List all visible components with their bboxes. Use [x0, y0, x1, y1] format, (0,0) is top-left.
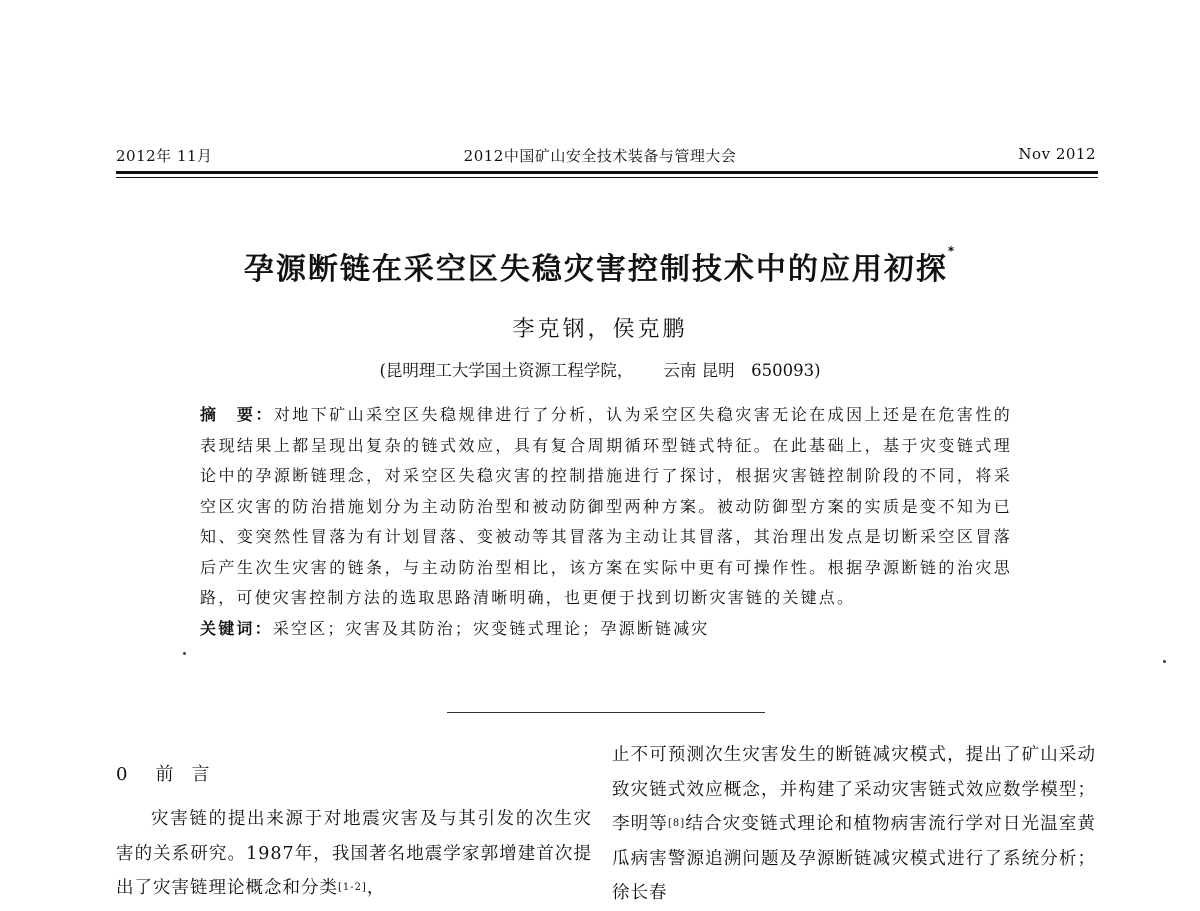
header-date-en: Nov 2012	[1018, 145, 1096, 163]
body-column-left	[116, 802, 592, 906]
body-column-right	[612, 738, 1096, 911]
paper-affiliation	[0, 357, 1200, 381]
abstract-text: 对地下矿山采空区失稳规律进行了分析，认为采空区失稳灾害无论在成因上还是在危害性的表现结果上都呈现出复杂的链式效应，具有复合周期循环型链式特征。在此基础上，基于灾变链式理论中的孕源断链理念，对采空区失稳灾害的控制措施进行了探讨，根据灾害链控制阶段的不同，将采空区灾害的防治措施划分为主动防治型和被动防御型两种方案。被动防御型方案的实质是变不知为已知、变突然性冒落为有计划冒落、变被动等其冒落为主动让其冒落，其治理出发点是切断采空区冒落后产生次生灾害的链条，与主动防治型相比，该方案在实际中更有可操作性。根据孕源断链的治灾思路，可使灾害控制方法的选取思路清晰明确，也更便于找到切断灾害链的关键点。	[200, 405, 1012, 607]
citation: [1-2]	[338, 882, 367, 893]
section-heading	[116, 760, 227, 786]
header-date: 2012年 11月	[116, 147, 213, 165]
section-number: 0	[116, 764, 132, 785]
keywords-label: 关键词：	[200, 618, 273, 638]
header-rule-thick	[116, 171, 1098, 174]
paragraph-text: ，	[366, 878, 386, 898]
citation: [8]	[668, 818, 686, 829]
affiliation-location: 云南 昆明 650093)	[663, 361, 821, 380]
abstract-separator	[447, 712, 765, 713]
keywords	[200, 614, 1012, 645]
paper-title-text: 孕源断链在采空区失稳灾害控制技术中的应用初探	[243, 252, 948, 287]
paragraph	[116, 802, 592, 906]
paragraph-text: 止不可预测次生灾害发生的断链减灾模式，提出了矿山采动致灾链式效应概念，并构建了采动灾害链式效应数学模型；李明等	[612, 745, 1096, 834]
affiliation-institution: (昆明理工大学国土资源工程学院，	[379, 361, 634, 380]
paper-title	[0, 244, 1200, 288]
paragraph	[612, 738, 1096, 911]
scan-speck	[1163, 660, 1166, 663]
abstract	[200, 400, 1012, 614]
keywords-text: 采空区；灾害及其防治；灾变链式理论；孕源断链减灾	[272, 618, 710, 638]
paragraph-text: 结合灾变链式理论和植物病害流行学对日光温室黄瓜病害警源追溯问题及孕源断链减灾模式进行了系统分析；徐长春	[612, 814, 1097, 903]
abstract-label: 摘 要：	[200, 405, 274, 424]
header-rule-thin	[116, 177, 1098, 178]
scan-speck	[183, 652, 186, 655]
abstract-block	[200, 400, 1012, 644]
section-title: 前言	[155, 764, 228, 785]
title-footnote-mark: *	[947, 244, 957, 258]
header-conference: 2012中国矿山安全技术装备与管理大会	[463, 147, 737, 165]
paragraph-text: 灾害链的提出来源于对地震灾害及与其引发的次生灾害的关系研究。1987年，我国著名地震学家郭增建首次提出了灾害链理论概念和分类	[116, 809, 592, 898]
paper-authors: 李克钢，侯克鹏	[512, 317, 688, 342]
